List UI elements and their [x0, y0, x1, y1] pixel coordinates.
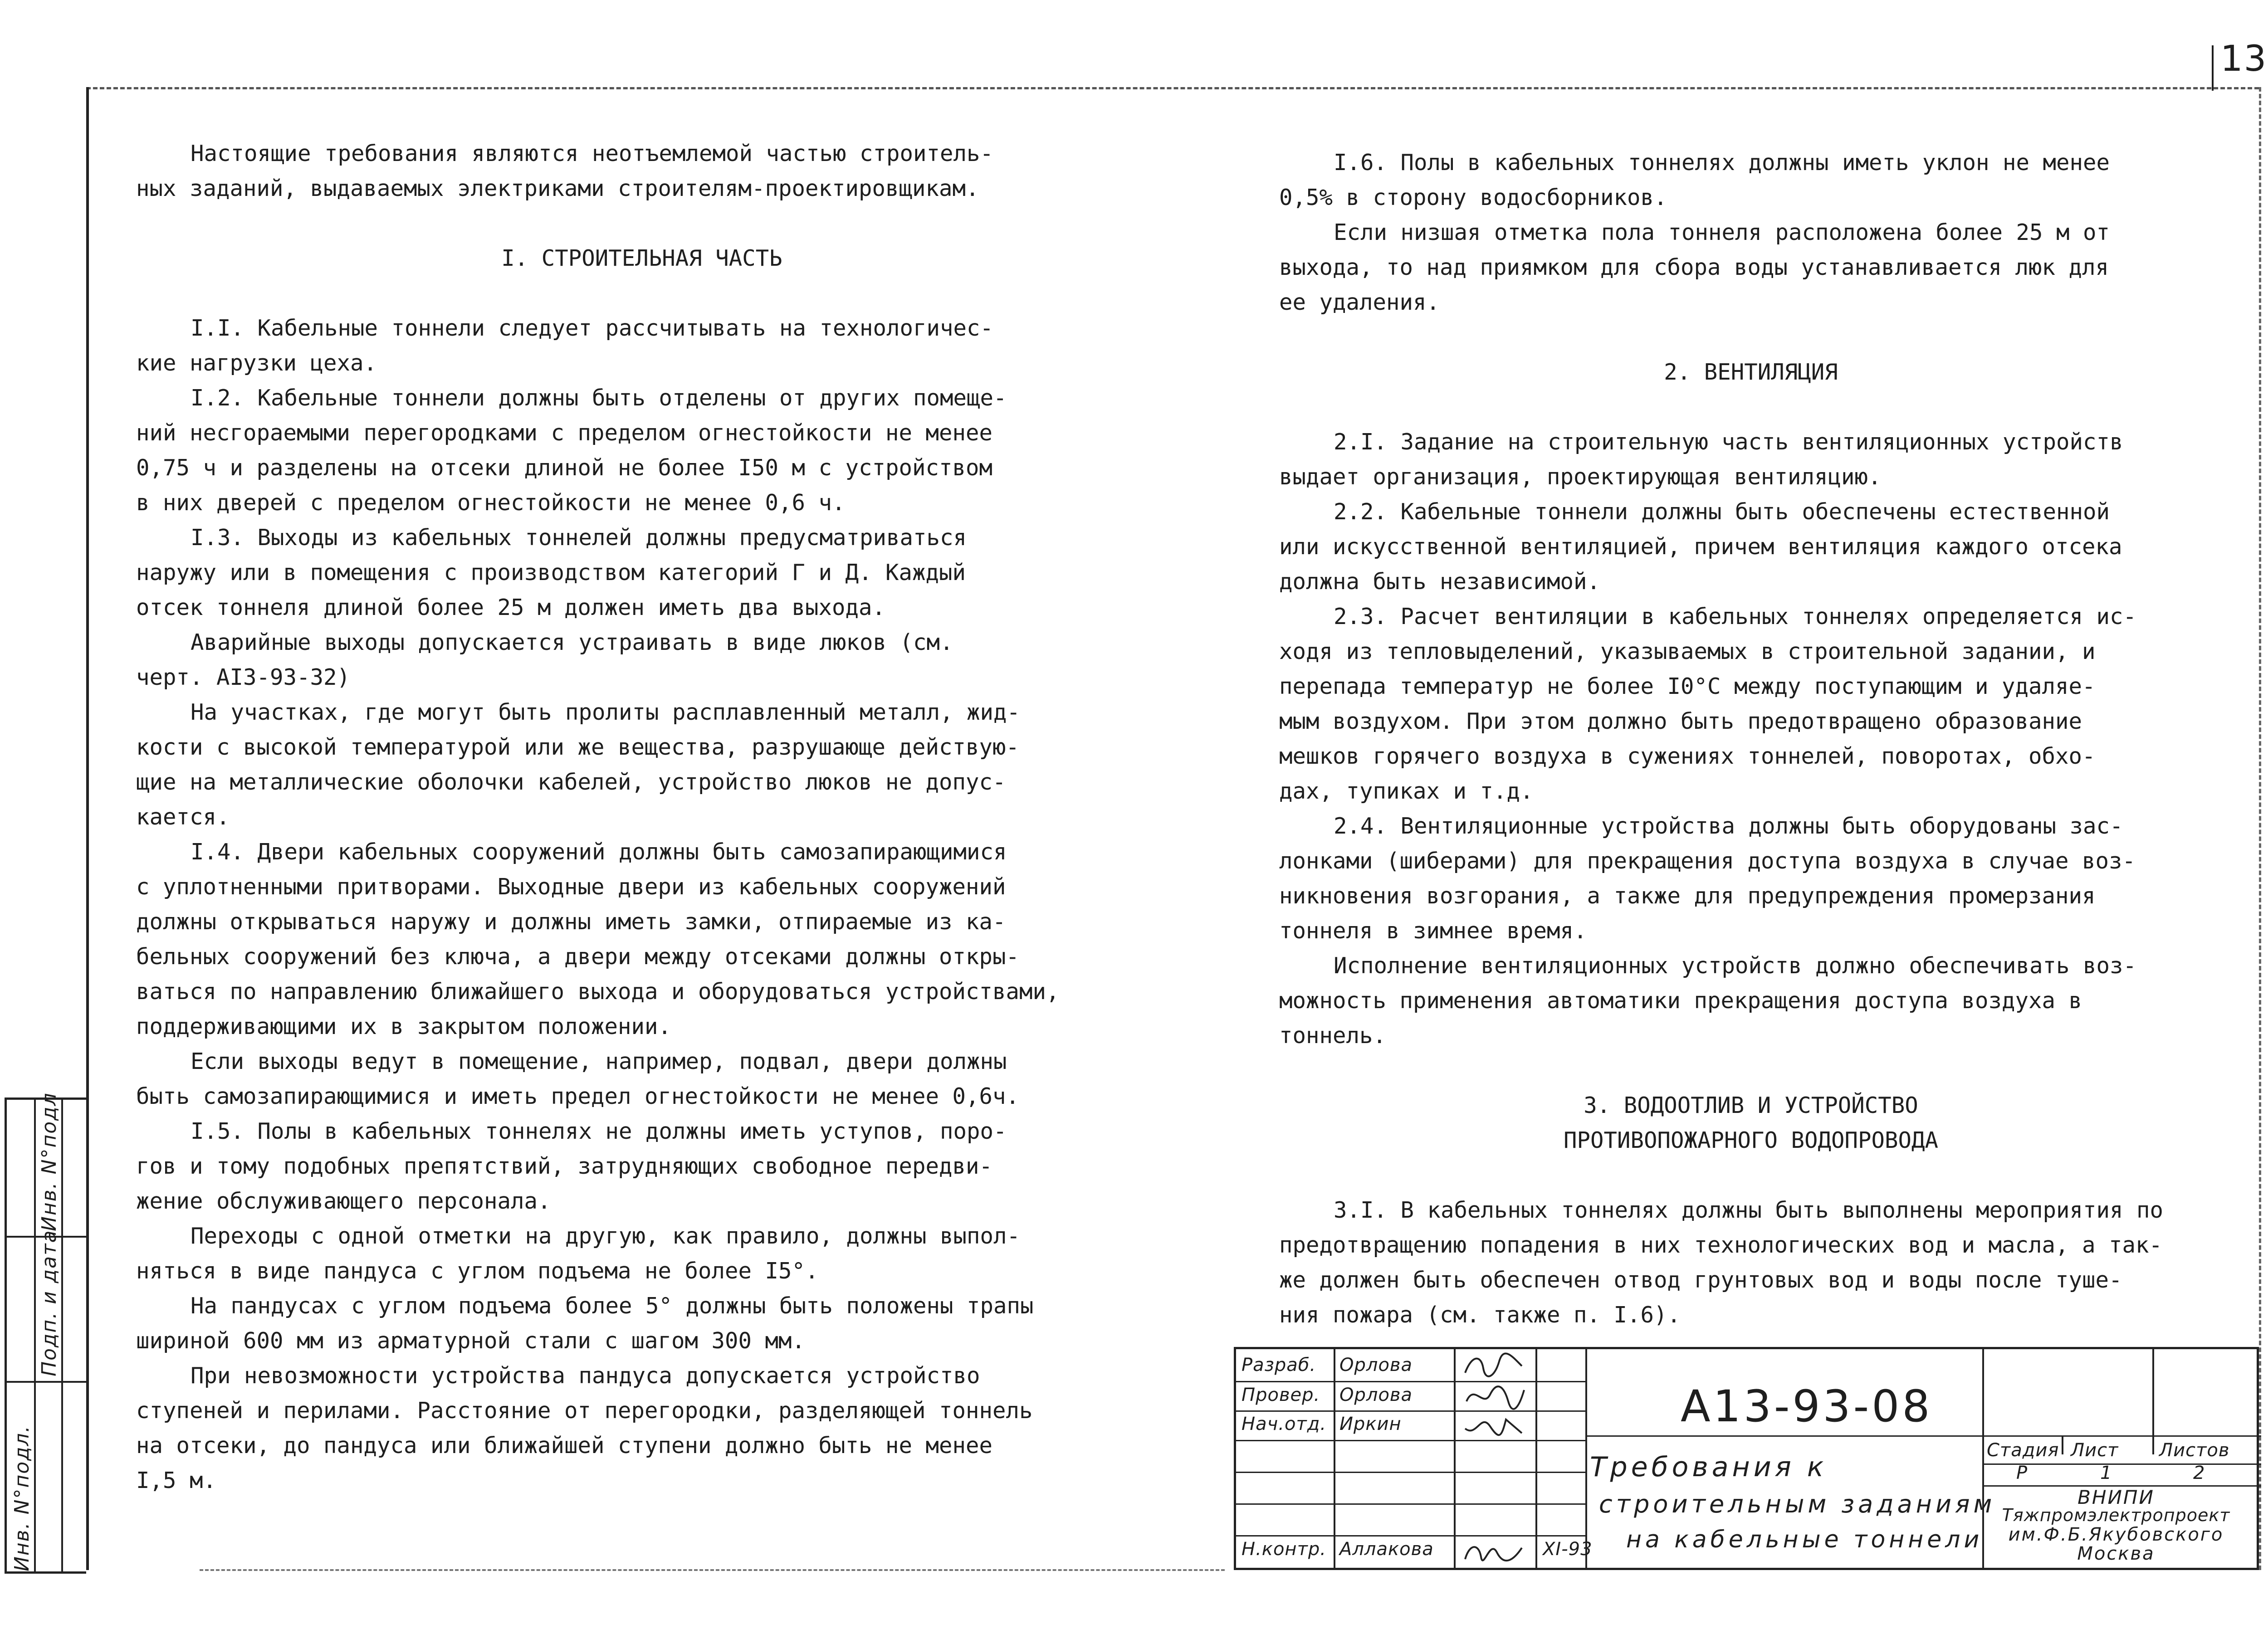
signature-norm-control [1463, 1534, 1526, 1566]
left-text-column [136, 136, 1148, 1498]
role-checker: Провер. [1242, 1385, 1320, 1405]
right-column-line: Если низшая отметка пола тоннеля расположена более 25 м от [1334, 219, 2110, 245]
right-column-line: или искусственной вентиляцией, причем вентиляция каждого отсека [1279, 534, 2122, 560]
stage-header: Стадия [1987, 1440, 2059, 1461]
left-column-line: няться в виде пандуса с углом подъема не более I5°. [136, 1258, 819, 1284]
name-checker: Орлова [1339, 1385, 1413, 1405]
left-column-line: отсек тоннеля длиной более 25 м должен иметь два выхода. [136, 595, 886, 620]
document-code: А13-93-08 [1681, 1381, 1933, 1432]
tb-hline-6 [1236, 1535, 1585, 1536]
left-column-line: На участках, где могут быть пролиты расплавленный металл, жид- [191, 699, 1021, 725]
left-column-line: I.I. Кабельные тоннели следует рассчитывать на технологичес- [191, 315, 994, 341]
right-column-line: Исполнение вентиляционных устройств должно обеспечивать воз- [1334, 953, 2137, 979]
left-column-line: поддерживающими их в закрытом положении. [136, 1014, 672, 1039]
left-column-line: с уплотненными притворами. Выходные двери из кабельных сооружений [136, 874, 1006, 900]
right-column-line: 2.4. Вентиляционные устройства должны быть оборудованы зас- [1334, 813, 2123, 839]
left-column-line: I.5. Полы в кабельных тоннелях не должны иметь уступов, поро- [191, 1118, 1007, 1144]
left-column-line: бельных сооружений без ключа, а двери между отсеками должны откры- [136, 944, 1020, 970]
org-line-4: Москва [2077, 1543, 2155, 1564]
tb-hline-7 [1585, 1435, 2261, 1437]
left-column-line: наружу или в помещения с производством категорий Г и Д. Каждый [136, 560, 966, 585]
title-line-1: Требования к [1590, 1451, 1828, 1483]
left-column-line: Настоящие требования являются неотъемлемой частью строитель- [191, 141, 994, 166]
tb-hline-4 [1236, 1472, 1585, 1473]
title-line-3: на кабельные тоннели [1626, 1526, 1983, 1553]
right-column-line: дах, тупиках и т.д. [1279, 778, 1534, 804]
right-column-line: 2.2. Кабельные тоннели должны быть обеспечены естественной [1334, 499, 2110, 525]
left-column-line: ных заданий, выдаваемых электриками строителям-проектировщикам. [136, 176, 979, 201]
right-column-line: никновения возгорания, а также для предупреждения промерзания [1279, 883, 2096, 909]
org-line-3: им.Ф.Б.Якубовского [2008, 1524, 2224, 1545]
right-column-line: 3.I. В кабельных тоннелях должны быть выполнены мероприятия по [1334, 1197, 2164, 1223]
left-column-line: Аварийные выходы допускается устраивать в виде люков (см. [191, 629, 953, 655]
right-column-line: мешков горячего воздуха в сужениях тоннелей, поворотах, обхо- [1279, 743, 2096, 769]
right-text-column [1279, 145, 2223, 1332]
right-column-line: перепада температур не более I0°С между поступающим и удаляе- [1279, 673, 2096, 699]
sheets-header: Листов [2159, 1440, 2230, 1461]
sheet-header: Лист [2071, 1440, 2119, 1461]
frame-bottom-line [200, 1569, 1225, 1571]
left-column-line: должны открываться наружу и должны иметь замки, отпираемые из ка- [136, 909, 1006, 935]
right-column-line: выхода, то над приямком для сбора воды устанавливается люк для [1279, 254, 2109, 280]
frame-right-line [2259, 87, 2261, 1570]
date-norm-control: XI-93 [1543, 1539, 1593, 1560]
right-column-line: выдает организация, проектирующая вентиляцию. [1279, 464, 1882, 490]
left-column-line: шириной 600 мм из арматурной стали с шагом 300 мм. [136, 1328, 806, 1354]
right-column-line [1279, 1158, 2223, 1193]
signature-checker [1463, 1381, 1526, 1413]
right-column-line: тоннель. [1279, 1023, 1387, 1049]
left-column-line: гов и тому подобных препятствий, затрудняющих свободное передви- [136, 1153, 993, 1179]
signature-developer [1463, 1350, 1526, 1382]
left-column-line: ваться по направлению ближайшего выхода и оборудоваться устройствами, [136, 979, 1060, 1005]
right-column-line: же должен быть обеспечен отвод грунтовых вод и воды после туше- [1279, 1267, 2122, 1293]
sheet-value: 1 [2100, 1463, 2112, 1483]
name-norm-control: Аллакова [1339, 1539, 1434, 1560]
left-column-line: При невозможности устройства пандуса допускается устройство [191, 1363, 980, 1389]
frame-left-line [86, 87, 89, 1570]
left-column-line [136, 276, 1148, 311]
left-column-line: кие нагрузки цеха. [136, 350, 377, 376]
right-column-line [1279, 390, 2223, 424]
tb-hline-2 [1236, 1410, 1585, 1412]
right-column-line: должна быть независимой. [1279, 569, 1601, 595]
tb-vline-4 [1585, 1349, 1587, 1568]
left-column-line: ступеней и перилами. Расстояние от перегородки, разделяющей тоннель [136, 1398, 1033, 1424]
left-column-line: I.2. Кабельные тоннели должны быть отделены от других помеще- [191, 385, 1007, 411]
frame-top-line [86, 87, 2259, 89]
left-column-line: I. СТРОИТЕЛЬНАЯ ЧАСТЬ [501, 245, 782, 271]
right-column-line: ее удаления. [1279, 289, 1440, 315]
right-column-line: 2. ВЕНТИЛЯЦИЯ [1664, 359, 1838, 385]
right-column-line: ния пожара (см. также п. I.6). [1279, 1302, 1681, 1328]
right-column-line: лонками (шиберами) для прекращения доступа воздуха в случае воз- [1279, 848, 2136, 874]
left-column-line: Переходы с одной отметки на другую, как правило, должны выпол- [191, 1223, 1021, 1249]
side-label-inv-original: Инв. N°подл. [10, 1425, 34, 1571]
right-column-line: 3. ВОДООТЛИВ И УСТРОЙСТВО [1584, 1093, 1918, 1118]
left-column-line: ний несгораемыми перегородками с пределом огнестойкости не менее [136, 420, 993, 446]
left-column-line: 0,75 ч и разделены на отсеки длиной не более I50 м с устройством [136, 455, 993, 481]
right-column-line: ходя из тепловыделений, указываемых в строительной задании, и [1279, 639, 2096, 664]
left-column-line: кается. [136, 804, 230, 830]
side-stamp [5, 1092, 86, 1574]
side-label-inv-no: Инв. N°подл [38, 1092, 61, 1231]
right-column-line: ПРОТИВОПОЖАРНОГО ВОДОПРОВОДА [1563, 1127, 1938, 1153]
left-column-line: Если выходы ведут в помещение, например, подвал, двери должны [191, 1049, 1007, 1074]
page-number: 13 [2220, 39, 2268, 79]
left-column-line: На пандусах с углом подъема более 5° должны быть положены трапы [191, 1293, 1034, 1319]
right-column-line: мым воздухом. При этом должно быть предотвращено образование [1279, 708, 2082, 734]
right-column-line: I.6. Полы в кабельных тоннелях должны иметь уклон не менее [1334, 150, 2110, 176]
left-column-line: быть самозапирающимися и иметь предел огнестойкости не менее 0,6ч. [136, 1083, 1020, 1109]
org-line-2: Тяжпромэлектропроект [2002, 1505, 2230, 1525]
tb-vline-7 [2152, 1349, 2154, 1454]
left-column-line: черт. АI3-93-32) [136, 664, 351, 690]
left-column-line [136, 206, 1148, 241]
tb-hline-3 [1236, 1440, 1585, 1441]
left-column-line: I,5 м. [136, 1468, 217, 1493]
left-column-line: кости с высокой температурой или же вещества, разрушающе действую- [136, 734, 1020, 760]
side-sep-2 [7, 1381, 88, 1383]
title-block [1234, 1347, 2259, 1570]
side-label-signature-date: Подп. и дата [38, 1229, 61, 1376]
right-column-line [1279, 320, 2223, 355]
left-column-line: в них дверей с пределом огнестойкости не менее 0,6 ч. [136, 490, 846, 516]
right-column-line: тоннеля в зимнее время. [1279, 918, 1587, 944]
org-line-1: ВНИПИ [2077, 1486, 2155, 1508]
title-line-2: строительным заданиям [1599, 1490, 1996, 1518]
signature-head [1463, 1410, 1526, 1442]
name-head: Иркин [1339, 1414, 1402, 1434]
role-developer: Разраб. [1242, 1355, 1316, 1375]
left-column-line: I.3. Выходы из кабельных тоннелей должны предусматриваться [191, 525, 967, 551]
left-column-line: на отсеки, до пандуса или ближайшей ступени должно быть не менее [136, 1433, 993, 1458]
tb-vline-6 [2062, 1435, 2063, 1454]
right-column-line: 2.3. Расчет вентиляции в кабельных тоннелях определяется ис- [1334, 604, 2137, 629]
right-column-line: предотвращению попадения в них технологических вод и масла, а так- [1279, 1232, 2163, 1258]
left-column-line: щие на металлические оболочки кабелей, устройство люков не допус- [136, 769, 1006, 795]
role-head: Нач.отд. [1242, 1414, 1327, 1434]
left-column-line: I.4. Двери кабельных сооружений должны быть самозапирающимися [191, 839, 1007, 865]
page-number-bar [2212, 45, 2214, 91]
left-column-line: жение обслуживающего персонала. [136, 1188, 551, 1214]
right-column-line: 0,5% в сторону водосборников. [1279, 185, 1667, 210]
sheets-value: 2 [2193, 1463, 2205, 1483]
right-column-line: можность применения автоматики прекращения доступа воздуха в [1279, 988, 2082, 1014]
tb-hline-1 [1236, 1381, 1585, 1382]
right-column-line [1279, 1053, 2223, 1088]
name-developer: Орлова [1339, 1355, 1413, 1375]
tb-hline-5 [1236, 1503, 1585, 1505]
role-norm-control: Н.контр. [1242, 1539, 1326, 1560]
stage-value: Р [2016, 1463, 2028, 1483]
right-column-line: 2.I. Задание на строительную часть вентиляционных устройств [1334, 429, 2123, 455]
